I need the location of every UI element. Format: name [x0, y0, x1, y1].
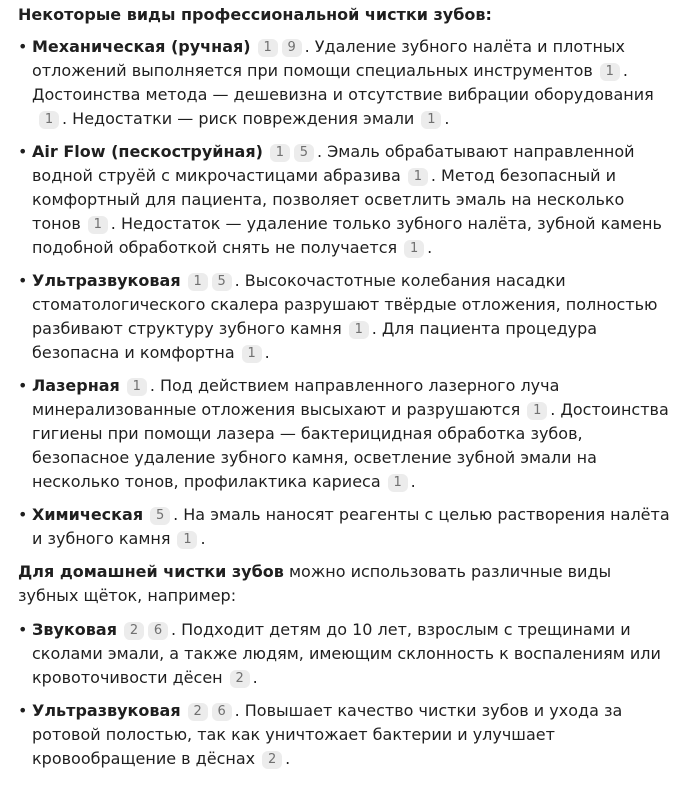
source-badges [525, 400, 549, 419]
item-name: Air Flow (пескоструйная) [32, 142, 263, 161]
list-item [18, 618, 670, 690]
item-text: . Удаление зубного налёта и плотных отложений выполняется при помощи специальных инструментов [32, 37, 626, 80]
source-reference-badge[interactable]: 1 [177, 531, 197, 549]
source-reference-badge[interactable]: 6 [212, 703, 232, 721]
intro-title: Некоторые виды профессиональной чистки зубов: [18, 5, 492, 24]
source-reference-badge[interactable]: 5 [212, 273, 232, 291]
source-reference-badge[interactable]: 5 [150, 507, 170, 525]
item-text: . [427, 238, 433, 257]
item-text: . [252, 668, 258, 687]
source-reference-badge[interactable]: 1 [421, 111, 441, 129]
source-badges [125, 376, 149, 395]
source-reference-badge[interactable]: 1 [88, 216, 108, 234]
item-name: Звуковая [32, 620, 117, 639]
list-item [18, 269, 670, 365]
source-badges [228, 668, 252, 687]
item-text: . Эмаль обрабатывают направленной водной струёй с микрочастицами абразива [32, 142, 635, 185]
source-reference-badge[interactable]: 1 [39, 111, 59, 129]
source-reference-badge[interactable]: 5 [294, 144, 314, 162]
source-reference-badge[interactable]: 2 [230, 670, 250, 688]
list-item [18, 699, 670, 771]
source-badges [122, 620, 170, 639]
item-text: . Под действием направленного лазерного луча минерализованные отложения высыхают и разрушаются [32, 376, 560, 419]
source-badges [175, 529, 199, 548]
list-item [18, 503, 670, 551]
item-text: . [264, 343, 270, 362]
source-badges [240, 343, 264, 362]
source-badges [402, 238, 426, 257]
item-text: . Метод безопасный и комфортный для пациента, позволяет осветлить эмаль на несколько тонов [32, 166, 625, 233]
list-item [18, 35, 670, 131]
source-reference-badge[interactable]: 1 [404, 240, 424, 258]
source-reference-badge[interactable]: 1 [600, 63, 620, 81]
source-badges [256, 37, 304, 56]
source-reference-badge[interactable]: 2 [124, 622, 144, 640]
item-text: . [200, 529, 206, 548]
source-reference-badge[interactable]: 1 [242, 345, 262, 363]
source-reference-badge[interactable]: 1 [527, 402, 547, 420]
item-text: . [285, 749, 291, 768]
source-reference-badge[interactable]: 1 [258, 39, 278, 57]
item-text: . [444, 109, 450, 128]
source-badges [148, 505, 172, 524]
source-reference-badge[interactable]: 1 [408, 168, 428, 186]
source-reference-badge[interactable]: 1 [388, 474, 408, 492]
source-badges [386, 472, 410, 491]
item-text: . Недостатки — риск повреждения эмали [62, 109, 415, 128]
list-item [18, 374, 670, 494]
item-text: . Подходит детям до 10 лет, взрослым с трещинами и сколами эмали, а также людям, имеющим склонность к воспалениям или кровоточивости дёсен [32, 620, 661, 687]
item-text: . Недостаток — удаление только зубного налёта, зубной камень подобной обработкой снять не получается [32, 214, 662, 257]
source-badges [86, 214, 110, 233]
source-reference-badge[interactable]: 6 [148, 622, 168, 640]
item-name: Лазерная [32, 376, 120, 395]
source-badges [260, 749, 284, 768]
item-name: Механическая (ручная) [32, 37, 251, 56]
source-badges [598, 61, 622, 80]
source-badges [37, 109, 61, 128]
source-badges [186, 701, 234, 720]
item-name: Химическая [32, 505, 144, 524]
source-reference-badge[interactable]: 1 [188, 273, 208, 291]
source-badges [347, 319, 371, 338]
item-name: Ультразвуковая [32, 271, 181, 290]
source-reference-badge[interactable]: 1 [127, 378, 147, 396]
item-text: . На эмаль наносят реагенты с целью растворения налёта и зубного камня [32, 505, 670, 548]
list-item [18, 140, 670, 260]
source-badges [406, 166, 430, 185]
home-cleaning-list [18, 618, 670, 771]
item-name: Ультразвуковая [32, 701, 181, 720]
source-reference-badge[interactable]: 9 [282, 39, 302, 57]
item-text: . Повышает качество чистки зубов и ухода за ротовой полостью, так как уничтожает бактерии и улучшает кровообращение в дёснах [32, 701, 623, 768]
item-text: . Достоинства гигиены при помощи лазера — бактерицидная обработка зубов, безопасное удаление зубного камня, осветление зубной эмали на несколько тонов, профилактика кариеса [32, 400, 669, 491]
source-reference-badge[interactable]: 1 [270, 144, 290, 162]
item-text: . [410, 472, 416, 491]
source-badges [268, 142, 316, 161]
home-cleaning-intro: Для домашней чистки зубов можно использовать различные виды зубных щёток, например: [18, 562, 612, 605]
item-text: . Достоинства метода — дешевизна и отсутствие вибрации оборудования [32, 61, 654, 104]
professional-cleaning-list [18, 35, 670, 551]
source-reference-badge[interactable]: 2 [262, 751, 282, 769]
source-reference-badge[interactable]: 2 [188, 703, 208, 721]
item-text: . Высокочастотные колебания насадки стоматологического скалера разрушают твёрдые отложения, полностью разбивают структуру зубного камня [32, 271, 658, 338]
item-text: . Для пациента процедура безопасна и комфортна [32, 319, 598, 362]
source-badges [419, 109, 443, 128]
source-reference-badge[interactable]: 1 [349, 321, 369, 339]
source-badges [186, 271, 234, 290]
